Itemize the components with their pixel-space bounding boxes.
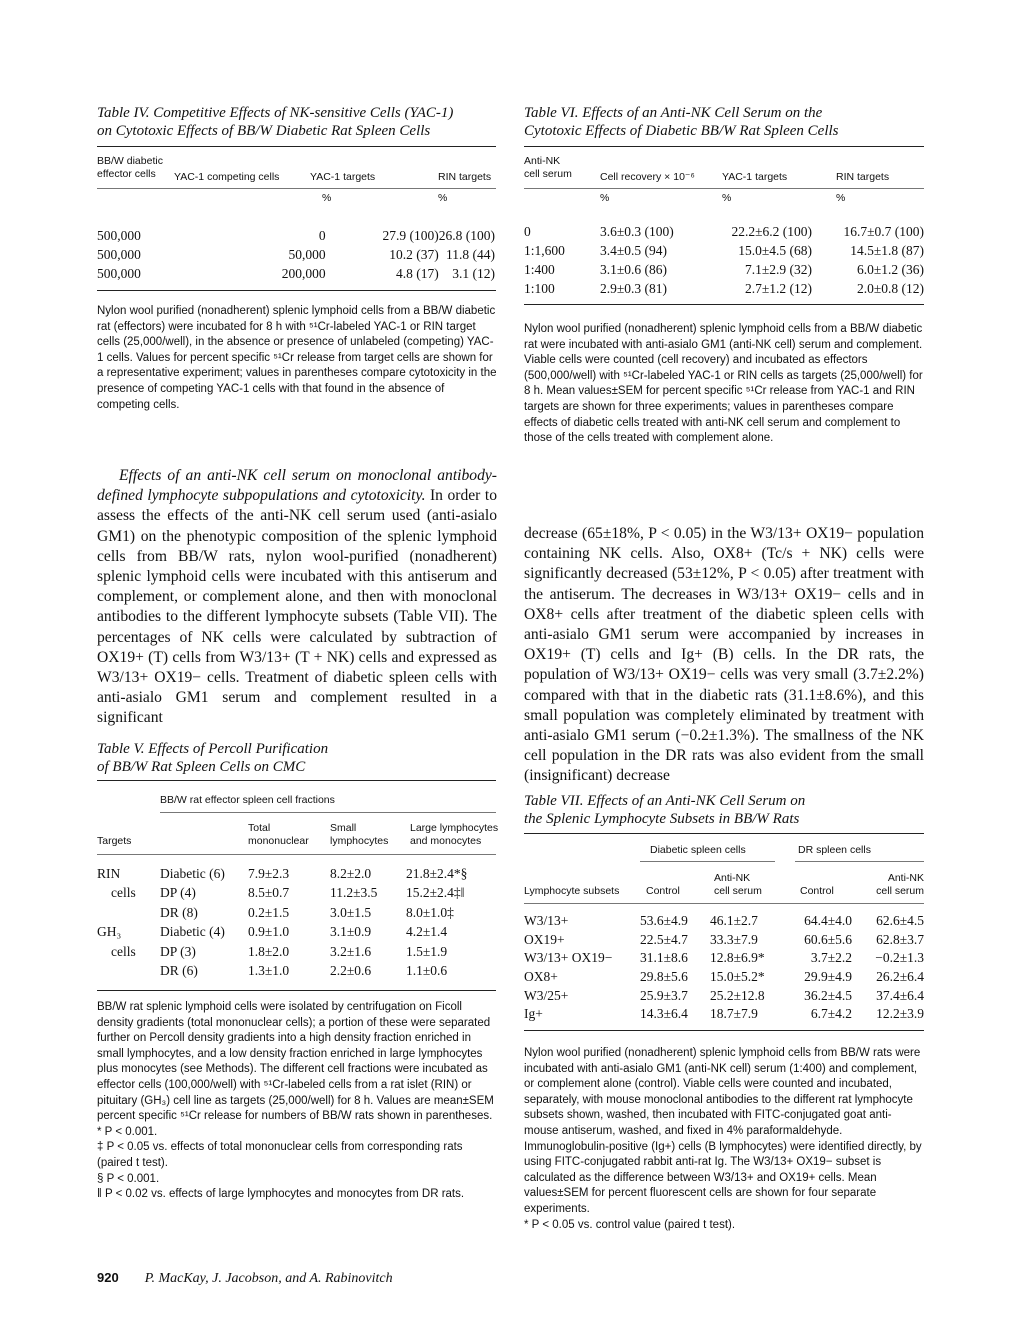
table7-note-block: [524, 1046, 924, 1233]
section-heading: Effects of an anti-NK cell serum on monoclonal antibody-defined lymphocyte subpopulations and cytotoxicity.: [97, 467, 497, 505]
table5-footnote: ‡ P < 0.05 vs. effects of total mononuclear cells from corresponding rats (paired t test).: [97, 1141, 463, 1169]
table4-unit3: %: [322, 192, 332, 204]
table6-body: [524, 222, 924, 298]
table5-bottom-rule: [97, 990, 496, 991]
table7-group2-rule: [795, 861, 924, 862]
table7-group2: DR spleen cells: [798, 844, 871, 856]
table-row: cells DP (4) 8.5±0.7 11.2±3.5 15.2±2.4‡ǁ: [111, 885, 465, 901]
paragraph: In order to assess the effects of the anti-NK cell serum used (anti-asialo GM1) on the phenotypic composition of the splenic lymphoid cells from BB/W rats, nylon wool-purified (nonadherent) splenic lymphoid cells were incubated with this antiserum and complement, or complement alone, and then with monoclonal antibodies to the different lymphocyte subsets (Table VII). The percentages of NK cells were calculated by subtraction of OX19+ (T) cells from W3/13+ (T + NK) cells and expressed as W3/13+ OX19− cells. Treatment of diabetic spleen cells with anti-asialo GM1 serum and complement resulted in a significant: [97, 487, 497, 727]
table-row: 500,000 0 27.9 (100) 26.8 (100): [97, 227, 495, 243]
table7-note: Nylon wool purified (nonadherent) splenic lymphoid cells from BB/W rats were incubated with anti-asialo GM1 (anti-NK cell) serum (1:400) and complement, or complement alone (control). Viable cells were counted and incubated, separately, with mouse monoclonal antibodies to the different rat lymphocyte subsets shown, washed, then incubated with FITC-conjugated goat anti-mouse antiserum, washed, and fixed in 4% paraformaldehyde. Immunoglobulin-positive (Ig+) cells (B lymphocytes) were identified directly, by using FITC-conjugated rabbit anti-rat Ig. The W3/13+ OX19− subset is calculated as the difference between W3/13+ and OX19+ cells. Mean values±SEM for percent fluorescent cells are shown for four separate experiments.: [524, 1047, 922, 1215]
body-text-right: [524, 524, 924, 787]
table5-footnote: ǁ P < 0.02 vs. effects of large lymphocytes and monocytes from DR rats.: [97, 1188, 465, 1201]
table-row: 1:400 3.1±0.6 (86) 7.1±2.9 (32) 6.0±1.2 (36): [524, 261, 924, 277]
table-row: 0 3.6±0.3 (100) 22.2±6.2 (100) 16.7±0.7 (100): [524, 223, 924, 239]
table5-body: [97, 864, 496, 981]
table5-footnote: § P < 0.001.: [97, 1172, 160, 1185]
table-row: DR (6) 1.3±1.0 2.2±0.6 1.1±0.6: [160, 963, 448, 979]
table-row: W3/13+ 53.6±4.9 46.1±2.7 64.4±4.0 62.6±4.5: [524, 913, 924, 929]
table-row: RIN Diabetic (6) 7.9±2.3 8.2±2.0 21.8±2.4*§: [97, 865, 468, 881]
table6-unit3: %: [722, 192, 732, 204]
table-row: 500,000 200,000 4.8 (17) 3.1 (12): [97, 265, 495, 281]
table-row: W3/25+ 25.9±3.7 25.2±12.8 36.2±4.5 37.4±6.4: [524, 987, 924, 1003]
table5-note-block: [97, 1000, 497, 1203]
table7-body: [524, 912, 924, 1024]
table5-head-col4: Small lymphocytes: [330, 822, 389, 847]
table4-top-rule: [97, 146, 496, 147]
table4-head-col4: RIN targets: [438, 171, 492, 183]
table6-title: Table VI. Effects of an Anti-NK Cell Serum on the Cytotoxic Effects of Diabetic BB/W Rat Spleen Cells: [524, 105, 839, 139]
table4-head-col2: YAC-1 competing cells: [174, 171, 280, 183]
table7-head-control2: Control: [800, 885, 834, 897]
table6-unit4: %: [836, 192, 846, 204]
table5-span-rule: [160, 812, 496, 813]
table4-unit4: %: [438, 192, 448, 204]
table5-title: Table V. Effects of Percoll Purification of BB/W Rat Spleen Cells on CMC: [97, 741, 329, 775]
table-row: W3/13+ OX19− 31.1±8.6 12.8±6.9* 3.7±2.2 −0.2±1.3: [524, 950, 924, 966]
table5-top-rule: [97, 780, 496, 781]
table5-head-col1: Targets: [97, 835, 132, 847]
running-footer-authors: P. MacKay, J. Jacobson, and A. Rabinovitch: [144, 1271, 393, 1286]
table5-span-head: BB/W rat effector spleen cell fractions: [160, 794, 335, 806]
table5-head-rule: [97, 854, 496, 855]
table-row: 1:1,600 3.4±0.5 (94) 15.0±4.5 (68) 14.5±1.8 (87): [524, 242, 924, 258]
body-text-left: [97, 466, 497, 729]
table5-note: BB/W rat splenic lymphoid cells were isolated by centrifugation on Ficoll density gradients (total mononuclear cells); a portion of these were separated further on Percoll density gradients into a high density fraction enriched in small lymphocytes, and a low density fraction enriched in large lymphocytes plus monocytes (see Methods). The different cell fractions were incubated as effector cells (100,000/well) with ⁵¹Cr-labeled cells from a rat islet (RIN) or pituitary (GH₃) cell line as targets (25,000/well) for 8 h. Values are mean±SEM percent specific ⁵¹Cr release for numbers of BB/W rats shown in parentheses.: [97, 1001, 494, 1123]
table4-head-col1: BB/W diabetic effector cells: [97, 155, 163, 180]
table4-body: [97, 226, 495, 283]
table7-head-rule: [524, 903, 924, 904]
table-row: cells DP (3) 1.8±2.0 3.2±1.6 1.5±1.9: [111, 943, 448, 959]
table6-bottom-rule: [524, 304, 924, 305]
table-row: 500,000 50,000 10.2 (37) 11.8 (44): [97, 246, 495, 262]
table4-head-col3: YAC-1 targets: [310, 171, 376, 183]
page-footer: [97, 1269, 393, 1287]
table5-head-col5: Large lymphocytes and monocytes: [410, 822, 499, 847]
table-row: Ig+ 14.3±6.4 18.7±7.9 6.7±4.2 12.2±3.9: [524, 1006, 924, 1022]
table6-head-rule: [524, 188, 924, 189]
table-row: 1:100 2.9±0.3 (81) 2.7±1.2 (12) 2.0±0.8 (12): [524, 280, 924, 296]
table5-footnote: * P < 0.001.: [97, 1125, 158, 1138]
table7-group1: Diabetic spleen cells: [650, 844, 746, 856]
table7-top-rule: [524, 833, 924, 834]
table7-title: Table VII. Effects of an Anti-NK Cell Serum on the Splenic Lymphocyte Subsets in BB/W Rats: [524, 793, 806, 827]
table6-unit2: %: [600, 192, 610, 204]
table4-bottom-rule: [97, 290, 496, 291]
table7-head-anti1: Anti-NK cell serum: [714, 872, 762, 897]
table-row: DR (8) 0.2±1.5 3.0±1.5 8.0±1.0‡: [160, 904, 454, 920]
table-row: GH₃ Diabetic (4) 0.9±1.0 3.1±0.9 4.2±1.4: [97, 924, 448, 940]
table4-head-rule: [97, 188, 496, 189]
table7-footnote: * P < 0.05 vs. control value (paired t test).: [524, 1218, 736, 1231]
table6-head-col1: Anti-NK cell serum: [524, 155, 572, 180]
paragraph: decrease (65±18%, P < 0.05) in the W3/13+ OX19− population containing NK cells. Also, OX8+ (Tc/s + NK) cells were significantly decreased (53±12%, P < 0.05) after treatment with the antiserum. The decreases in W3/13+ OX19− cells and in OX8+ cells after treatment of the diabetic spleen cells with anti-asialo GM1 serum were accompanied by increases in OX19+ (T) cells and Ig+ (B) cells. In the DR rats, the population of W3/13+ OX19− cells was very small (3.7±2.2%) compared with that in the diabetic rats (31.1±8.6%), and this small population was completely eliminated by treatment with anti-asialo GM1 serum (−0.2±1.3%). The smallness of the NK cell population in the DR rats was also evident from the small (insignificant) decrease: [524, 525, 924, 785]
table7-head-col1: Lymphocyte subsets: [524, 885, 620, 897]
table6-head-col3: YAC-1 targets: [722, 171, 788, 183]
table-row: OX8+ 29.8±5.6 15.0±5.2* 29.9±4.9 26.2±6.4: [524, 969, 924, 985]
table6-note: Nylon wool purified (nonadherent) splenic lymphoid cells from a BB/W diabetic rat were incubated with anti-asialo GM1 (anti-NK cell) serum and complement. Viable cells were counted (cell recovery) and incubated as effectors (500,000/well) with ⁵¹Cr-labeled YAC-1 or RIN cells as targets (25,000/well) for 8 h. Mean values±SEM for percent specific ⁵¹Cr release from YAC-1 and RIN targets are shown for three experiments; values in parentheses compare effects of diabetic cells treated with anti-NK cell serum and complement to those of the cells treated with complement alone.: [524, 323, 923, 445]
table6-top-rule: [524, 146, 924, 147]
table4-note: Nylon wool purified (nonadherent) splenic lymphoid cells from a BB/W diabetic rat (effectors) were incubated for 8 h with ⁵¹Cr-labeled YAC-1 or RIN target cells (25,000/well), in the absence or presence of unlabeled (competing) YAC-1 cells. Values for percent specific ⁵¹Cr release from target cells are shown for a representative experiment; values in parentheses compare cytotoxicity in the presence of competing YAC-1 cells with that found in the absence of competing cells.: [97, 305, 497, 411]
page-number: 920: [97, 1270, 119, 1285]
table7-head-anti2: Anti-NK cell serum: [876, 872, 924, 897]
table6-head-col4: RIN targets: [836, 171, 890, 183]
table7-head-control1: Control: [646, 885, 680, 897]
table5-head-col3: Total mononuclear: [248, 822, 309, 847]
table7-group1-rule: [640, 861, 775, 862]
table-row: OX19+ 22.5±4.7 33.3±7.9 60.6±5.6 62.8±3.7: [524, 931, 924, 947]
table6-head-col2: Cell recovery × 10⁻⁶: [600, 171, 695, 183]
table7-bottom-rule: [524, 1030, 924, 1031]
table4-title: Table IV. Competitive Effects of NK-sensitive Cells (YAC-1) on Cytotoxic Effects of BB/W Diabetic Rat Spleen Cells: [97, 105, 454, 139]
